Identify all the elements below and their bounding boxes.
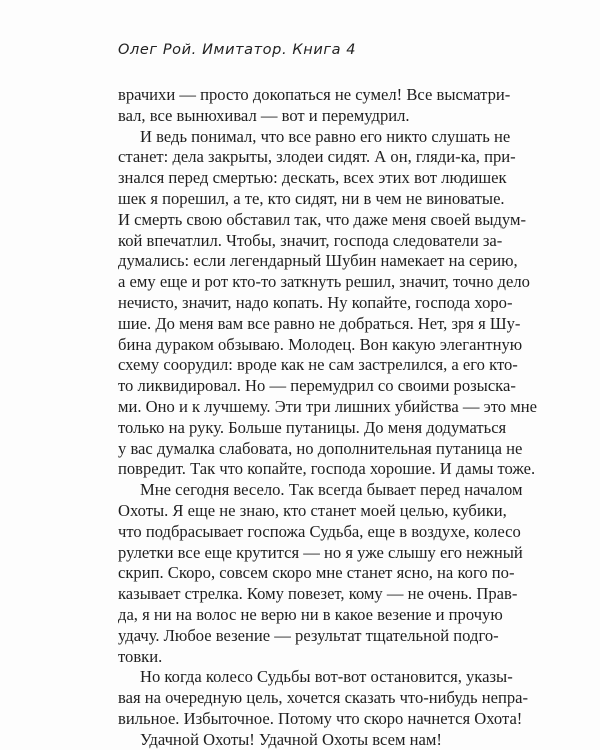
paragraph	[118, 480, 523, 667]
paragraph	[118, 85, 511, 127]
text-line: удачу. Любое везение — результат тщательной подго-	[118, 625, 499, 645]
text-line: рулетки все еще крутится — но я уже слышу его нежный	[118, 542, 523, 562]
text-line: повредит. Так что копайте, господа хорошие. И дамы тоже.	[118, 459, 536, 479]
text-line: Мне сегодня весело. Так всегда бывает перед началом	[140, 480, 523, 500]
text-line: скрип. Скоро, совсем скоро мне станет ясно, на кого по-	[118, 563, 515, 583]
text-line: только на руку. Больше путаницы. До меня додуматься	[118, 417, 507, 437]
text-line: знался перед смертью: дескать, всех этих вот людишек	[118, 168, 507, 188]
running-header: Олег Рой. Имитатор. Книга 4	[118, 42, 357, 58]
text-line: Охоты. Я еще не знаю, кто станет моей целью, кубики,	[118, 500, 507, 520]
text-line: да, я ни на волос не верю ни в какое везение и прочую	[118, 604, 503, 624]
paragraph	[118, 730, 494, 751]
text-line: кой впечатлил. Чтобы, значит, господа следователи за-	[118, 230, 503, 250]
text-line: станет: дела закрыты, злодеи сидят. А он, гляди-ка, при-	[118, 147, 516, 167]
text-line: бина дураком обзываю. Молодец. Вон какую элегантную	[118, 334, 523, 354]
text-line: Но когда колесо Судьбы вот-вот остановится, указы-	[140, 667, 513, 687]
text-line: думались: если легендарный Шубин намекает на серию,	[118, 251, 518, 271]
text-line: ми. Оно и к лучшему. Эти три лишних убийства — это мне	[118, 396, 537, 416]
text-line: вал, все вынюхивал — вот и перемудрил.	[118, 105, 410, 125]
text-line: И ведь понимал, что все равно его никто слушать не	[140, 126, 511, 146]
paragraph	[118, 667, 529, 729]
text-line: нечисто, значит, надо копать. Ну копайте, господа хоро-	[118, 292, 513, 312]
text-line: а ему еще и рот кто-то заткнуть решил, значит, точно дело	[118, 272, 530, 292]
text-line: Удачной Охоты! Удачной Охоты всем нам!	[140, 729, 442, 749]
text-line: товки.	[118, 646, 163, 666]
text-line: схему соорудил: вроде как не сам застрелился, а его кто-	[118, 355, 518, 375]
text-line: врачихи — просто докопаться не сумел! Все высматри-	[118, 85, 511, 104]
body-text	[118, 85, 537, 751]
text-line: шек я порешил, а те, кто сидят, ни в чем не виноватые.	[118, 188, 505, 208]
text-line: что подбрасывает госпожа Судьба, еще в воздухе, колесо	[118, 521, 521, 541]
text-line: казывает стрелка. Кому повезет, кому — не очень. Прав-	[118, 584, 518, 604]
text-line: И смерть свою обставил так, что даже меня своей выдум-	[118, 209, 527, 229]
text-line: вая на очередную цель, хочется сказать что-нибудь непра-	[118, 688, 529, 708]
paragraph	[118, 126, 537, 481]
text-line: шие. До меня вам все равно не добраться. Нет, зря я Шу-	[118, 313, 521, 333]
text-line: то ликвидировал. Но — перемудрил со своими розыска-	[118, 376, 516, 396]
text-line: у вас думалка слабовата, но дополнительная путаница не	[118, 438, 523, 458]
text-line: вильное. Избыточное. Потому что скоро начнется Охота!	[118, 708, 523, 728]
